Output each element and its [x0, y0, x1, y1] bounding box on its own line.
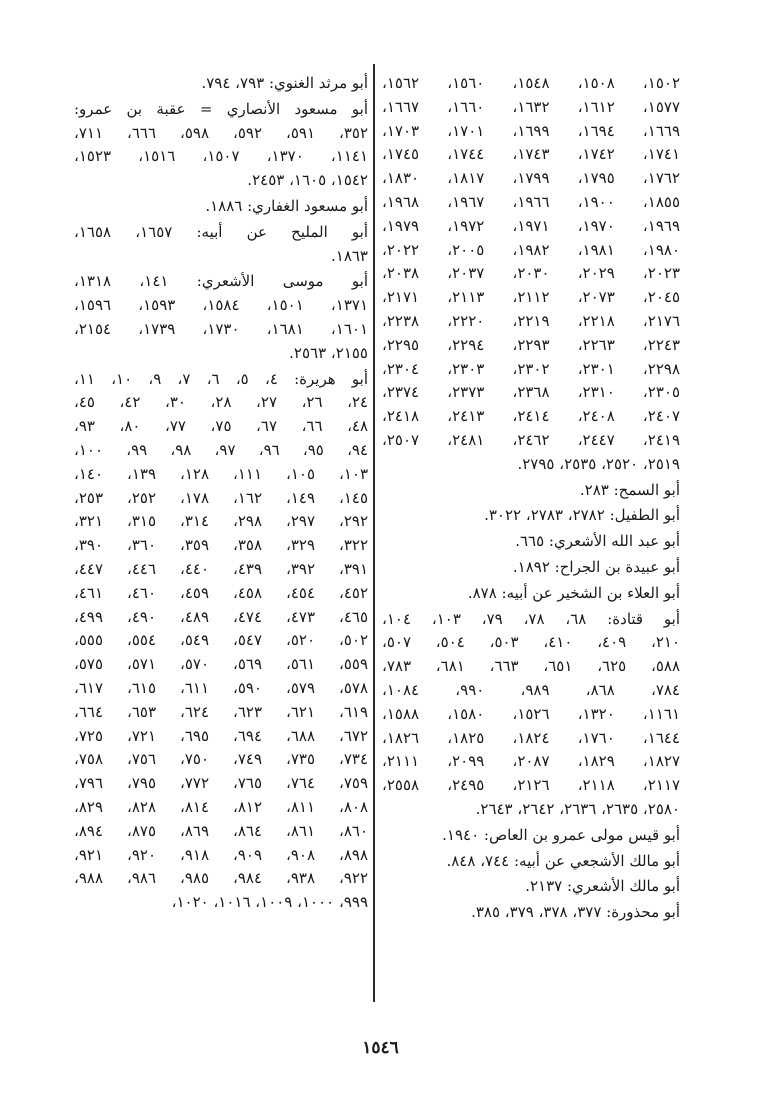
entry-heading-line: أبو هريرة: ٤، ٥، ٦، ٧، ٩، ١٠، ١١،: [74, 369, 368, 388]
entry-reference-line: ٢٢٩٨، ٢٣٠١، ٢٣٠٢، ٢٣٠٣، ٢٣٠٤،: [382, 359, 680, 378]
index-entry: [74, 270, 368, 365]
entry-reference-line: ٢٩٢، ٢٩٧، ٢٩٨، ٣١٤، ٣١٥، ٣٢١،: [74, 512, 368, 531]
index-entry: [382, 875, 680, 899]
entry-heading-line: أبو المليح عن أبيه: ١٦٥٧، ١٦٥٨،: [74, 222, 368, 241]
entry-heading-line: أبو مرثد الغنوي: ٧٩٣، ٧٩٤.: [201, 74, 368, 92]
index-entry: [74, 72, 368, 96]
entry-reference-line: ٩٢٢، ٩٣٨، ٩٨٤، ٩٨٥، ٩٨٦، ٩٨٨،: [74, 869, 368, 888]
entry-reference-line: ١٩٦٩، ١٩٧٠، ١٩٧١، ١٩٧٢، ١٩٧٩،: [382, 216, 680, 235]
entry-heading-line: ١٥٠٢، ١٥٠٨، ١٥٤٨، ١٥٦٠، ١٥٦٢،: [382, 74, 680, 92]
index-column-right: [382, 70, 680, 925]
entry-reference-line: ٢٥٨٠، ٢٦٣٥، ٢٦٣٦، ٢٦٤٢، ٢٦٤٣.: [475, 799, 680, 818]
entry-reference-line: ١٦٦٩، ١٦٩٤، ١٦٩٩، ١٧٠١، ١٧٠٣،: [382, 121, 680, 140]
entry-reference-line: ٤٦٥، ٤٧٣، ٤٧٤، ٤٨٩، ٤٩٠، ٤٩٩،: [74, 607, 368, 626]
entry-heading-line: أبو قيس مولى عمرو بن العاص: ١٩٤٠.: [442, 825, 680, 844]
entry-reference-line: ٢١١٧، ٢١١٨، ٢١٢٦، ٢٤٩٥، ٢٥٥٨،: [382, 776, 680, 795]
entry-reference-line: ٩٤، ٩٥، ٩٦، ٩٧، ٩٨، ٩٩، ١٠٠،: [74, 440, 368, 459]
entry-reference-line: ١٥٧٧، ١٦١٢، ١٦٣٢، ١٦٦٠، ١٦٦٧،: [382, 97, 680, 116]
entry-heading-line: أبو قتادة: ٦٨، ٧٨، ٧٩، ١٠٣، ١٠٤،: [382, 609, 680, 628]
index-entry: [382, 530, 680, 554]
entry-reference-line: ٧٨٤، ٨٦٨، ٩٨٩، ٩٩٠، ١٠٨٤،: [382, 680, 680, 699]
index-entry: [382, 556, 680, 580]
entry-reference-line: ٢٣٠٥، ٢٣١٠، ٢٣٦٨، ٢٣٧٣، ٢٣٧٤،: [382, 383, 680, 402]
entry-reference-line: ٢٠٢٣، ٢٠٢٩، ٢٠٣٠، ٢٠٣٧، ٢٠٣٨،: [382, 264, 680, 283]
entry-heading-line: أبو عبد الله الأشعري: ٦٦٥.: [515, 532, 680, 551]
entry-reference-line: ٢٥١٩، ٢٥٢٠، ٢٥٣٥، ٢٧٩٥.: [517, 454, 680, 473]
entry-reference-line: ١١٤١، ١٣٧٠، ١٥٠٧، ١٥١٦، ١٥٢٣،: [74, 147, 368, 166]
entry-reference-line: ١٠٣، ١٠٥، ١١١، ١٢٨، ١٣٩، ١٤٠،: [74, 464, 368, 483]
entry-heading-line: أبو الطفيل: ٢٧٨٢، ٢٧٨٣، ٣٠٢٢.: [484, 506, 680, 525]
entry-reference-line: ٢٤١٩، ٢٤٤٧، ٢٤٦٢، ٢٤٨١، ٢٥٠٧،: [382, 430, 680, 449]
index-entry: [382, 582, 680, 606]
entry-reference-line: ١٣٧١، ١٥٠١، ١٥٨٤، ١٥٩٣، ١٥٩٦،: [74, 296, 368, 315]
entry-reference-line: ٥٧٨، ٥٧٩، ٥٩٠، ٦١١، ٦١٥، ٦١٧،: [74, 678, 368, 697]
entry-reference-line: ٨٦٠، ٨٦١، ٨٦٤، ٨٦٩، ٨٧٥، ٨٩٤،: [74, 821, 368, 840]
column-divider: [373, 64, 375, 1002]
index-entry: [382, 479, 680, 503]
index-entry: [382, 504, 680, 528]
entry-reference-line: ٢١٥٥، ٢٥٦٣.: [289, 343, 368, 362]
entry-heading-line: أبو محذورة: ٣٧٧، ٣٧٨، ٣٧٩، ٣٨٥.: [471, 903, 680, 922]
entry-reference-line: ٦٧٢، ٦٨٨، ٦٩٤، ٦٩٥، ٧٢١، ٧٢٥،: [74, 726, 368, 745]
page-number: ١٥٤٦: [362, 1038, 399, 1058]
entry-reference-line: ٨٠٨، ٨١١، ٨١٢، ٨١٤، ٨٢٨، ٨٢٩،: [74, 797, 368, 816]
entry-reference-line: ٧٥٩، ٧٦٤، ٧٦٥، ٧٧٢، ٧٩٥، ٧٩٦،: [74, 774, 368, 793]
entry-heading-line: أبو موسى الأشعري: ١٤١، ١٣١٨،: [74, 272, 368, 291]
entry-reference-line: ٤٥٢، ٤٥٤، ٤٥٨، ٤٥٩، ٤٦٠، ٤٦١،: [74, 583, 368, 602]
index-entry: [382, 72, 680, 477]
entry-reference-line: ١٤٥، ١٤٩، ١٦٢، ١٧٨، ٢٥٢، ٢٥٣،: [74, 488, 368, 507]
index-entry: [74, 221, 368, 269]
entry-reference-line: ١٨٢٧، ١٨٢٩، ٢٠٨٧، ٢٠٩٩، ٢١١١،: [382, 752, 680, 771]
entry-reference-line: ١١٦١، ١٣٢٠، ١٥٢٦، ١٥٨٠، ١٥٨٨،: [382, 704, 680, 723]
entry-reference-line: ٢٠٤٥، ٢٠٧٣، ٢١١٢، ٢١١٣، ٢١٧١،: [382, 288, 680, 307]
entry-reference-line: ١٧٦٢، ١٧٩٥، ١٧٩٩، ١٨١٧، ١٨٣٠،: [382, 169, 680, 188]
entry-heading-line: أبو مسعود الأنصاري = عقبة بن عمرو:: [74, 99, 368, 118]
entry-heading-line: أبو مالك الأشعري: ٢١٣٧.: [525, 877, 680, 896]
entry-reference-line: ٣٩١، ٣٩٢، ٤٣٩، ٤٤٠، ٤٤٦، ٤٤٧،: [74, 559, 368, 578]
entry-heading-line: أبو مسعود الغفاري: ١٨٨٦.: [205, 196, 368, 215]
entry-reference-line: ٥٨٨، ٦٢٥، ٦٥١، ٦٦٣، ٦٨١، ٧٨٣،: [382, 657, 680, 676]
entry-reference-line: ٢١٠، ٤٠٩، ٤١٠، ٥٠٣، ٥٠٤، ٥٠٧،: [382, 633, 680, 652]
entry-reference-line: ٤٨، ٦٦، ٦٧، ٧٥، ٧٧، ٨٠، ٩٣،: [74, 417, 368, 436]
index-entry: [74, 195, 368, 219]
entry-reference-line: ٩٩٩، ١٠٠٠، ١٠٠٩، ١٠١٦، ١٠٢٠،: [171, 893, 368, 912]
entry-reference-line: ٣٢٢، ٣٢٩، ٣٥٨، ٣٥٩، ٣٦٠، ٣٩٠،: [74, 536, 368, 555]
entry-reference-line: ٢٤٠٧، ٢٤٠٨، ٢٤١٤، ٢٤١٣، ٢٤١٨،: [382, 407, 680, 426]
index-entry: [382, 850, 680, 874]
index-entry: [382, 901, 680, 925]
entry-reference-line: ٥٥٩، ٥٦١، ٥٦٩، ٥٧٠، ٥٧١، ٥٧٥،: [74, 655, 368, 674]
entry-reference-line: ٥٠٢، ٥٢٠، ٥٤٧، ٥٤٩، ٥٥٤، ٥٥٥،: [74, 631, 368, 650]
entry-reference-line: ٨٩٨، ٩٠٨، ٩٠٩، ٩١٨، ٩٢٠، ٩٢١،: [74, 845, 368, 864]
index-entry: [74, 98, 368, 193]
index-entry: [74, 368, 368, 915]
entry-reference-line: ١٨٦٣.: [330, 246, 368, 265]
entry-heading-line: أبو عبيدة بن الجراح: ١٨٩٢.: [512, 557, 680, 576]
entry-reference-line: ١٧٤١، ١٧٤٢، ١٧٤٣، ١٧٤٤، ١٧٤٥،: [382, 145, 680, 164]
entry-heading-line: أبو مالك الأشجعي عن أبيه: ٧٤٤، ٨٤٨.: [446, 851, 680, 870]
index-entry: [382, 608, 680, 822]
entry-reference-line: ١٥٤٢، ١٦٠٥، ٢٤٥٣.: [247, 171, 368, 190]
entry-reference-line: ٢١٧٦، ٢٢١٨، ٢٢١٩، ٢٢٢٠، ٢٢٣٨،: [382, 311, 680, 330]
entry-heading-line: أبو العلاء بن الشخير عن أبيه: ٨٧٨.: [467, 583, 680, 602]
entry-reference-line: ٦١٩، ٦٢١، ٦٢٣، ٦٢٤، ٦٥٣، ٦٦٤،: [74, 702, 368, 721]
entry-reference-line: ٧٣٤، ٧٣٥، ٧٤٩، ٧٥٠، ٧٥٦، ٧٥٨،: [74, 750, 368, 769]
entry-reference-line: ١٩٨٠، ١٩٨١، ١٩٨٢، ٢٠٠٥، ٢٠٢٢،: [382, 240, 680, 259]
index-column-left: [74, 70, 368, 915]
entry-heading-line: أبو السمح: ٢٨٣.: [579, 480, 680, 499]
entry-reference-line: ١٦٤٤، ١٧٦٠، ١٨٢٤، ١٨٢٥، ١٨٢٦،: [382, 728, 680, 747]
index-entry: [382, 824, 680, 848]
entry-reference-line: ٢٤، ٢٦، ٢٧، ٢٨، ٣٠، ٤٢، ٤٥،: [74, 393, 368, 412]
entry-reference-line: ١٦٠١، ١٦٨١، ١٧٣٠، ١٧٣٩، ٢١٥٤،: [74, 319, 368, 338]
entry-reference-line: ٢٢٤٣، ٢٢٦٣، ٢٢٩٣، ٢٢٩٤، ٢٢٩٥،: [382, 335, 680, 354]
entry-reference-line: ٣٥٢، ٥٩١، ٥٩٢، ٥٩٨، ٦٦٦، ٧١١،: [74, 123, 368, 142]
entry-reference-line: ١٨٥٥، ١٩٠٠، ١٩٦٦، ١٩٦٧، ١٩٦٨،: [382, 192, 680, 211]
